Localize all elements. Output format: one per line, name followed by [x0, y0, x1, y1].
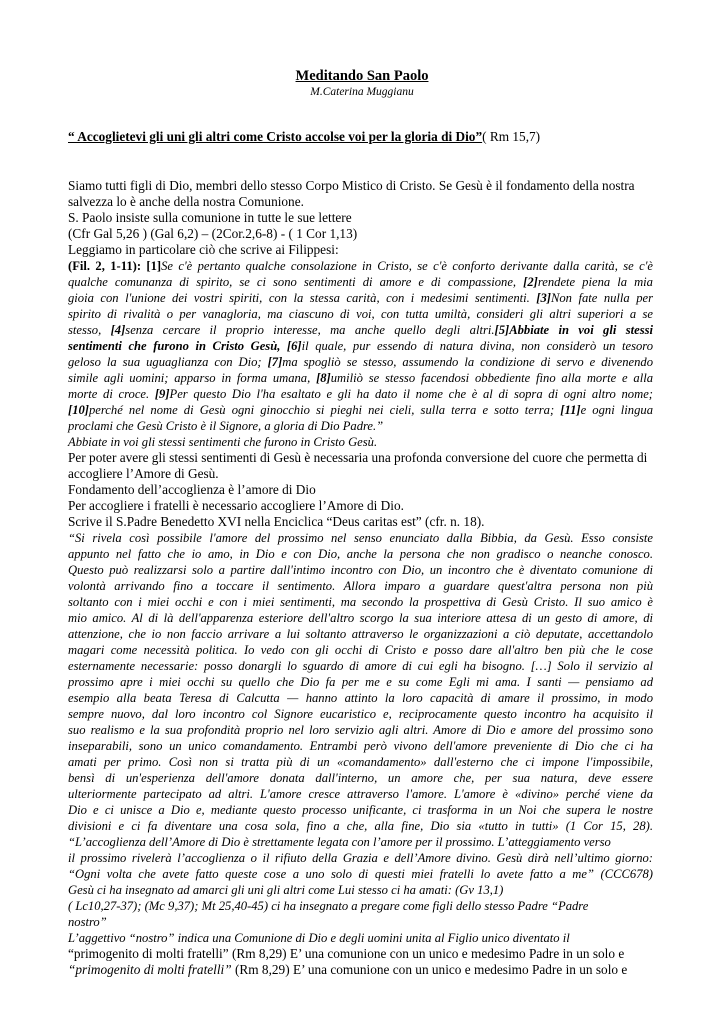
text-line: Gesù ci ha insegnato ad amarci gli uni gli altri come Lui stesso ci ha amati: (Gv 13,1): [68, 883, 504, 897]
text-line: Fondamento dell’accoglienza è l’amore di Dio: [68, 482, 316, 497]
text-line: L’aggettivo “nostro” indica una Comunione di Dio e degli uomini unita al Figlio unico diventato il: [68, 931, 570, 945]
text-line: S. Paolo insiste sulla comunione in tutte le sue lettere: [68, 210, 352, 225]
text-line: divisioni e ci fa diventare una cosa sola, fino a che, alla fine, Dio sia «tutto in tutti» (1 Cor 15, 28).: [68, 819, 653, 833]
text-line: bensì di un'esperienza dell'amore donata dall'interno, un amore che, per sua natura, deve essere: [68, 771, 653, 785]
text-line: Questo può realizzarsi solo a partire dall'intimo incontro con Dio, un incontro che è diventato comunione di: [68, 563, 653, 577]
text-line: prossimo apre i miei occhi su quello che Dio fa per me e su come Egli mi ama. I santi — pensiamo ad: [68, 675, 653, 689]
text-line: salvezza lo è anche della nostra Comunione.: [68, 194, 304, 209]
text-line: [10]perché nel nome di Gesù ogni ginocchio si pieghi nei cieli, sulla terra e sotto terra; [11]e ogni lingua: [68, 403, 653, 417]
text-line: qualche comunanza di spirito, se ci sono sentimenti di amore e di compassione, [2]rendete piena la mia: [68, 275, 653, 289]
text-line: “primogenito di molti fratelli” (Rm 8,29) E’ una comunione con un unico e medesimo Padre in un solo e: [68, 946, 625, 961]
text-line: ( Lc10,27-37); (Mc 9,37); Mt 25,40-45) ci ha insegnato a pregare come figli dello stesso Padre “Padre: [68, 899, 589, 913]
text-line: sempre nuovo, dal loro incontro col Signore eucaristico e, reciprocamente questo incontro ha acquisito il: [68, 707, 653, 721]
text-line: appunto nel fatto che io amo, in Dio e con Dio, anche la persona che non gradisco o neanche conosco.: [68, 547, 653, 561]
text-line: esempio alla beata Teresa di Calcutta — hanno attinto la loro capacità di amare il prossimo, in modo: [68, 691, 653, 705]
text-line: il prossimo rivelerà l’accoglienza o il rifiuto della Grazia e dell’Amore divino. Gesù dirà nell’ultimo giorno:: [68, 851, 653, 865]
text-line: “L’accoglienza dell’Amore di Dio è strettamente legata con l’amore per il prossimo. L’atteggiamento verso: [68, 835, 611, 849]
text-line: suo realismo e la sua profondità proprio nel loro servizio agli altri. Amore di Dio e amore del prossimo sono: [68, 723, 653, 737]
text-line: Scrive il S.Padre Benedetto XVI nella Enciclica “Deus caritas est” (cfr. n. 18).: [68, 514, 485, 529]
text-line: stesso, [4]senza cercare il proprio interesse, ma anche quello degli altri.[5]Abbiate in voi gli stessi: [68, 323, 654, 337]
text-line: Per accogliere i fratelli è necessario accogliere l’Amore di Dio.: [68, 498, 404, 513]
heading-quote: “ Accoglietevi gli uni gli altri come Cristo accolse voi per la gloria di Dio”: [68, 129, 483, 144]
text-line: esternamente necessarie: posso donargli lo sguardo di amore di cui egli ha bisogno. […] Solo il servizio al: [68, 659, 653, 673]
text-line: simile agli uomini; apparso in forma umana, [8]umiliò se stesso facendosi obbediente fino alla morte e alla: [68, 371, 653, 385]
text-line: geloso la sua uguaglianza con Dio; [7]ma spogliò se stesso, assumendo la condizione di servo e divenendo: [68, 355, 653, 369]
text-line: “primogenito di molti fratelli” (Rm 8,29) E’ una comunione con un unico e medesimo Padre in un solo e: [68, 962, 628, 977]
text-line: morte di croce. [9]Per questo Dio l'ha esaltato e gli ha dato il nome che è al di sopra di ogni altro nome;: [68, 387, 653, 401]
text-line: inseparabili, sono un unico comandamento. Entrambi però vivono dell'amore preveniente di Dio che ci ha: [68, 739, 653, 753]
text-line: volontà arrivando fino a toccare il sentimento. Allora imparo a guardare quest'altra persona non più: [68, 579, 653, 593]
text-line: spirito di rivalità o per vanagloria, ma ciascuno di voi, con tutta umiltà, consideri gli altri superiori a se: [68, 307, 653, 321]
text-line: attenzione, che io non faccio arrivare a lui soltanto attraverso le organizzazioni a ciò deputate, accettandolo: [68, 627, 653, 641]
text-line: “Ogni volta che avete fatto queste cose a uno solo di questi miei fratelli lo avete fatto a me” (CCC678): [68, 867, 653, 881]
text-line: soltanto con i miei occhi e con i miei sentimenti, ma secondo la prospettiva di Gesù Cristo. Il suo amico è: [68, 595, 653, 609]
text-line: (Fil. 2, 1-11): [1]Se c'è pertanto qualche consolazione in Cristo, se c'è conforto derivante dalla carità, se c'è: [68, 259, 653, 273]
section-heading: [68, 129, 540, 145]
text-line: Siamo tutti figli di Dio, membri dello stesso Corpo Mistico di Cristo. Se Gesù è il fondamento della nostra: [68, 178, 635, 193]
text-line: (Cfr Gal 5,26 ) (Gal 6,2) – (2Cor.2,6-8) - ( 1 Cor 1,13): [68, 226, 358, 241]
text-line: gioia con l'unione dei vostri spiriti, con la stessa carità, con i medesimi sentimenti. [3]Non fate nulla per: [68, 291, 653, 305]
text-line: Abbiate in voi gli stessi sentimenti che furono in Cristo Gesù.: [68, 435, 378, 449]
text-line: Per poter avere gli stessi sentimenti di Gesù è necessaria una profonda conversione del cuore che permetta di: [68, 450, 648, 465]
text-line: sentimenti che furono in Cristo Gesù, [6]il quale, pur essendo di natura divina, non considerò un tesoro: [68, 339, 654, 353]
text-line: amati per primo. Così non si tratta più di un «comandamento» dall'esterno che ci impone l'impossibile,: [68, 755, 653, 769]
text-line: magari come necessità politica. Io vedo con gli occhi di Cristo e posso dare all'altro ben più che le cose: [68, 643, 653, 657]
text-line: proclami che Gesù Cristo è il Signore, a gloria di Dio Padre.”: [68, 419, 384, 433]
document-author: M.Caterina Muggianu: [310, 86, 414, 98]
text-line: mio amico. Al di là dell'apparenza esteriore dell'altro scorgo la sua interiore attesa di un gesto di amore, di: [68, 611, 653, 625]
text-line: ulteriormente partecipato ad altri. L'amore cresce attraverso l'amore. L'amore è «divino» perché viene da: [68, 787, 653, 801]
text-line: accogliere l’Amore di Gesù.: [68, 466, 219, 481]
heading-reference: ( Rm 15,7): [482, 129, 541, 144]
text-line: “Si rivela così possibile l'amore del prossimo nel senso enunciato dalla Bibbia, da Gesù. Esso consiste: [68, 531, 653, 545]
document-title: Meditando San Paolo: [295, 68, 429, 84]
text-line: Dio e ci unisce a Dio e, mediante questo processo unificante, ci trasforma in un Noi che supera le nostre: [68, 803, 653, 817]
text-line: Leggiamo in particolare ciò che scrive ai Filippesi:: [68, 242, 339, 257]
text-line: nostro”: [68, 915, 107, 929]
